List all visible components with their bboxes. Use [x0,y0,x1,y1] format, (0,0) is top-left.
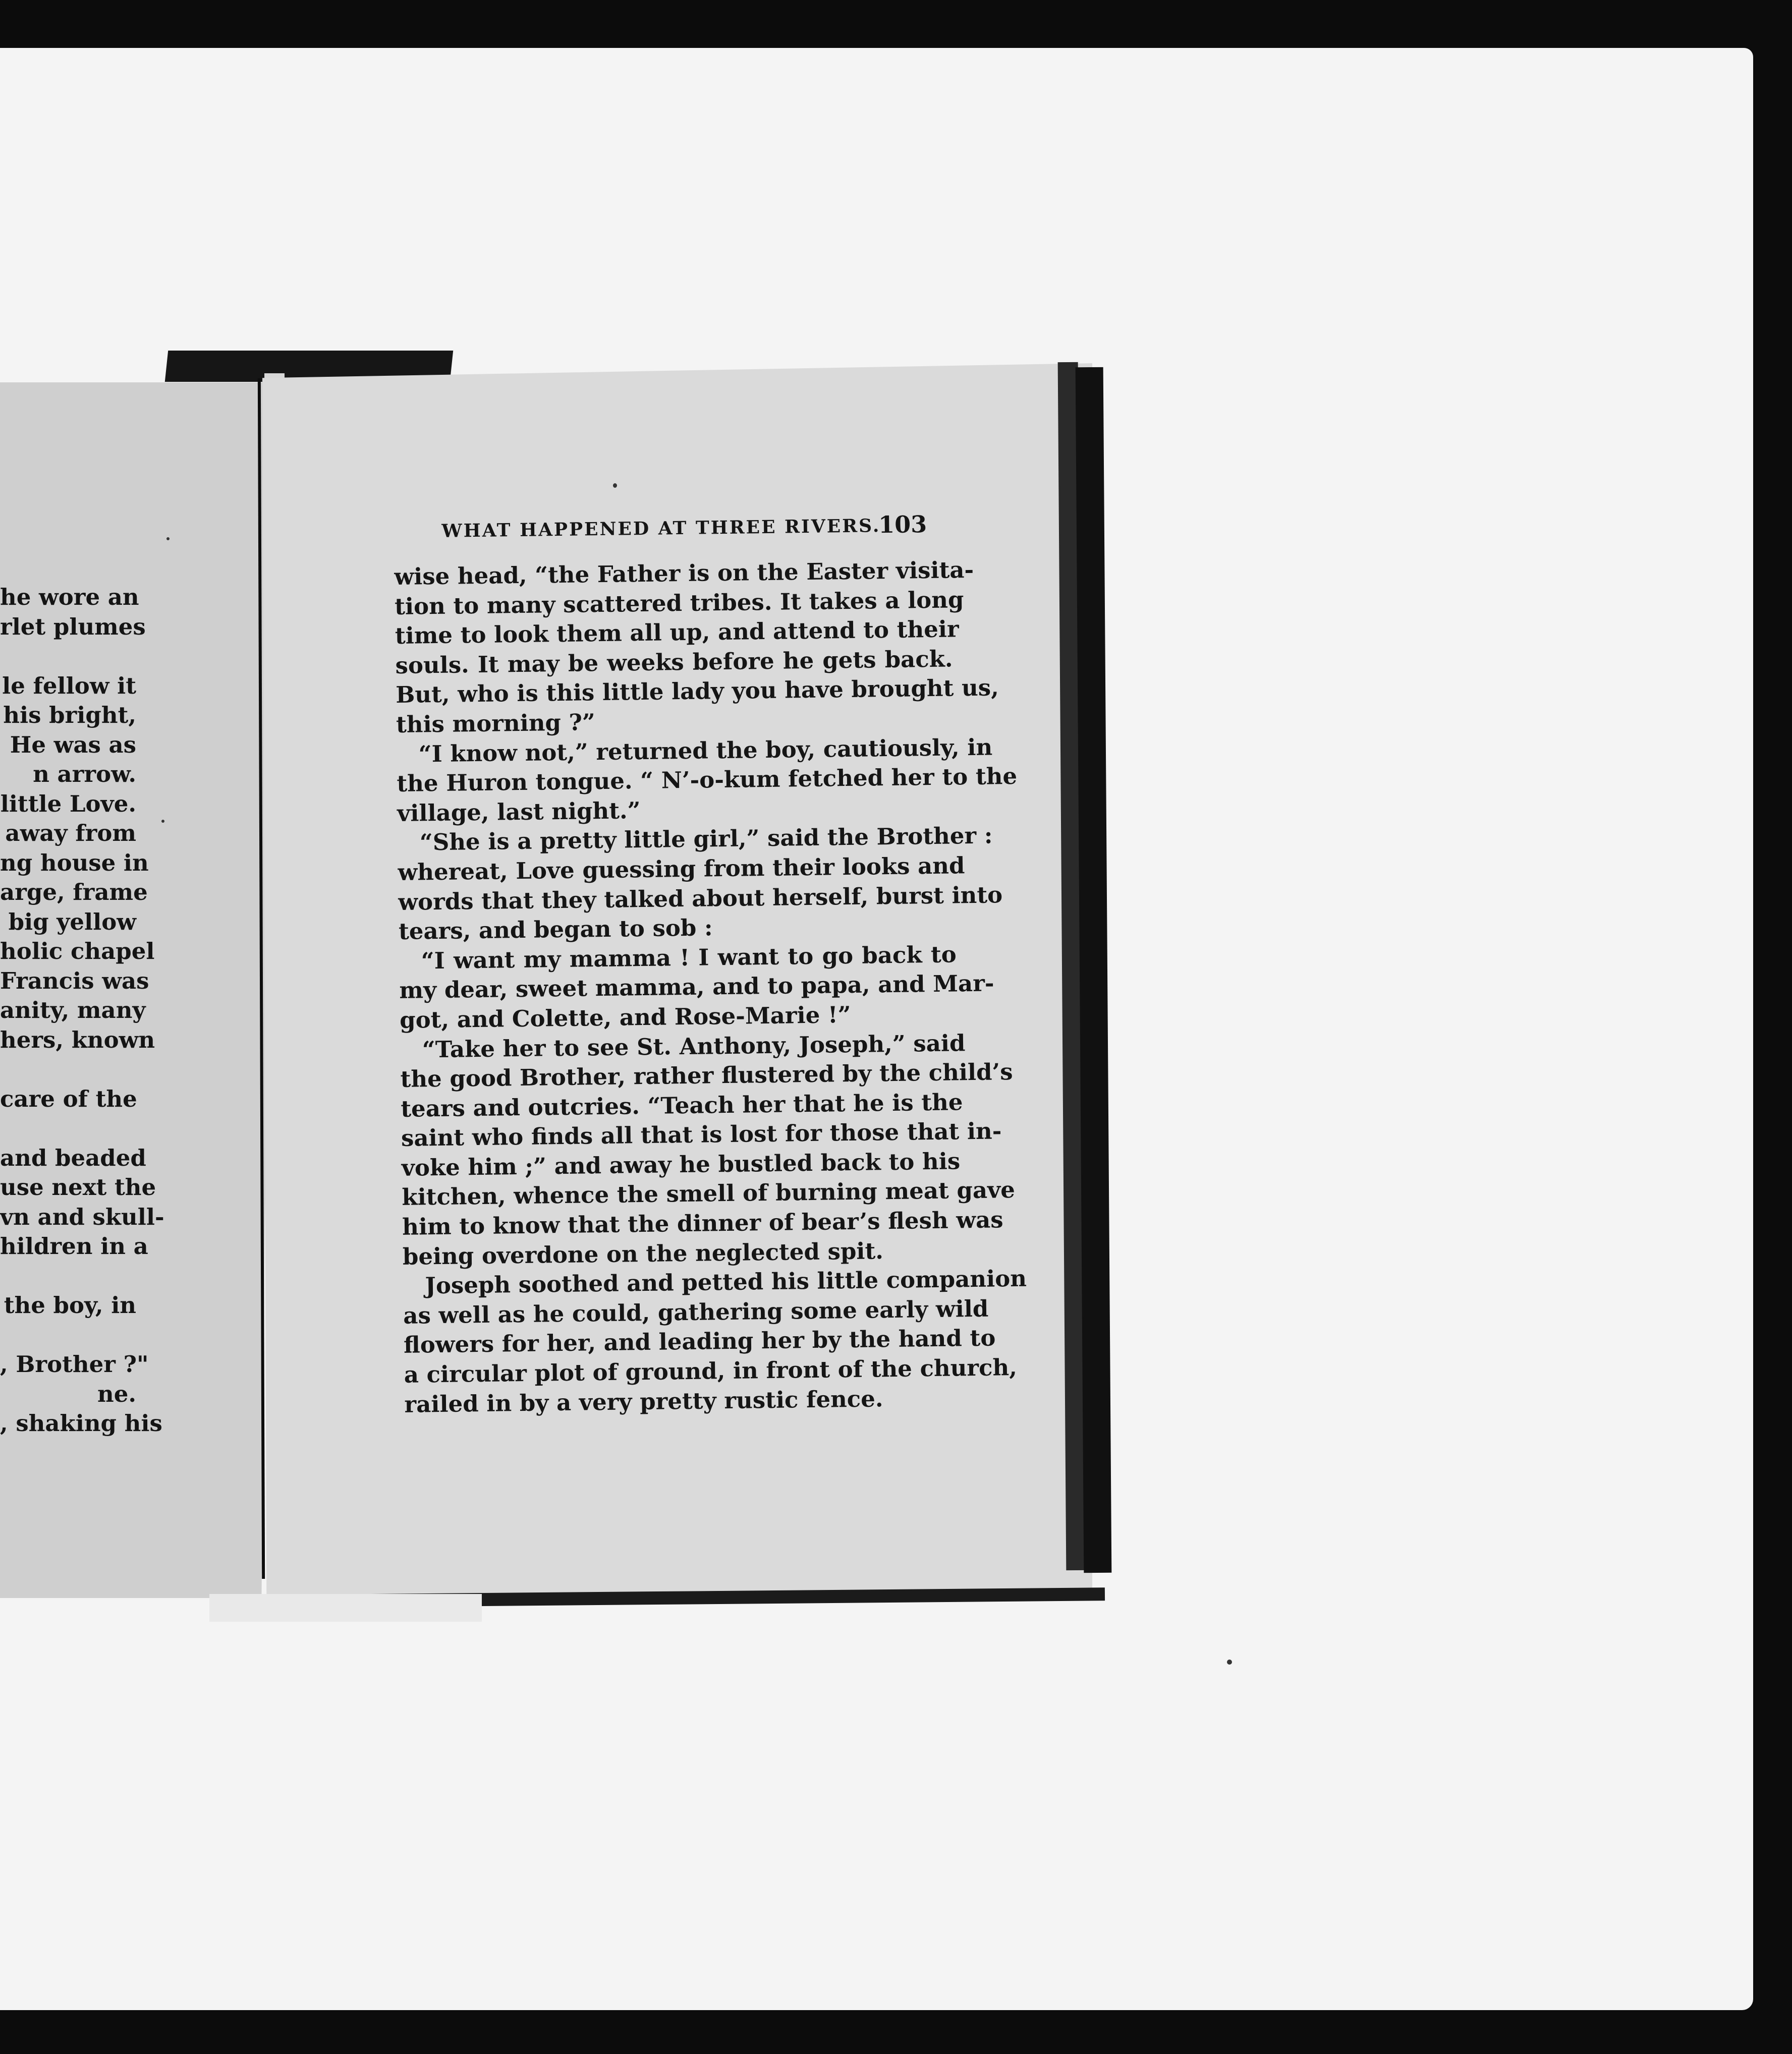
body-line: kitchen, whence the smell of burning meat gave [402,1176,1016,1211]
left-page-line: , shaking his [0,1410,162,1437]
left-page-line: ne. [97,1380,136,1407]
left-page-line: le fellow it [2,672,136,699]
body-line: him to know that the dinner of bear’s flesh was [402,1206,1003,1240]
page-header [394,510,951,562]
left-page-line: hers, known [0,1026,155,1053]
body-line: Joseph soothed and petted his little companion [425,1265,1027,1299]
body-line: the Huron tongue. “ N’-o-kum fetched her to the [397,763,1018,797]
body-line: words that they talked about herself, burst into [398,881,1003,916]
body-line: wise head, “the Father is on the Easter visita- [394,556,974,590]
body-line: a circular plot of ground, in front of the church, [404,1354,1018,1388]
left-page-line: Francis was [0,967,149,994]
left-page-gap [0,1321,136,1350]
left-page-gap [0,642,136,671]
left-page-line: holic chapel [0,938,155,964]
left-page-line: He was as [10,731,136,758]
body-line: “I want my mamma ! I want to go back to [421,941,957,975]
right-page-content [394,510,1027,1420]
left-page-line: arge, frame [0,879,148,905]
body-line: the good Brother, rather flustered by the child’s [400,1058,1013,1093]
body-line: souls. It may be weeks before he gets back. [395,645,953,679]
left-page-gap [0,1055,136,1085]
support-tab [209,1594,482,1622]
left-page-line: vn and skull- [0,1203,164,1230]
left-page-gap [0,1114,136,1144]
dust-speck [1227,1660,1232,1665]
body-line: tears, and began to sob : [398,914,713,945]
left-page-line: n arrow. [33,761,136,787]
left-page-line: ng house in [0,849,149,876]
left-page-line: away from [5,820,136,846]
left-page-text [0,583,164,1439]
body-line: railed in by a very pretty rustic fence. [404,1385,883,1418]
body-line: whereat, Love guessing from their looks and [398,852,965,886]
left-page-line: the boy, in [4,1292,136,1319]
left-page-line: little Love. [0,790,136,817]
left-page-line: , Brother ?" [0,1351,149,1378]
left-page-line: use next the [0,1174,156,1201]
body-line: “I know not,” returned the boy, cautiously, in [418,733,993,767]
dust-speck [161,820,164,823]
left-page-line: care of the [0,1085,137,1112]
body-line: “She is a pretty little girl,” said the Brother : [419,822,993,856]
body-line: “Take her to see St. Anthony, Joseph,” said [422,1029,966,1063]
body-line: being overdone on the neglected spit. [402,1237,884,1270]
running-head: WHAT HAPPENED AT THREE RIVERS. [441,515,881,542]
left-page-line: anity, many [0,997,146,1023]
body-line: time to look them all up, and attend to their [395,615,959,650]
body-line: this morning ?” [396,709,596,738]
left-page-line: his bright, [3,702,136,728]
dust-speck [613,483,617,488]
left-page-line: hildren in a [0,1233,148,1260]
body-line: got, and Colette, and Rose-Marie !” [399,1001,851,1034]
left-page-line: rlet plumes [0,613,146,640]
dust-speck [166,537,170,540]
body-line: tion to many scattered tribes. It takes a long [394,586,964,620]
left-page-line: big yellow [8,908,136,935]
body-line: saint who finds all that is lost for those that in- [401,1117,1002,1152]
body-text [394,555,1027,1419]
body-line: tears and outcries. “Teach her that he is the [401,1088,963,1122]
body-line: flowers for her, and leading her by the hand to [403,1324,996,1359]
body-line: as well as he could, gathering some early wild [403,1295,989,1329]
left-page-line: and beaded [0,1144,146,1171]
body-line: village, last night.” [397,796,641,827]
left-page-gap [0,1262,136,1291]
page-number: 103 [878,510,927,539]
body-line: my dear, sweet mamma, and to papa, and Mar- [399,969,994,1004]
left-page-line: he wore an [0,584,139,610]
body-line: voke him ;” and away he bustled back to his [401,1148,961,1181]
body-line: But, who is this little lady you have brought us, [395,674,999,709]
